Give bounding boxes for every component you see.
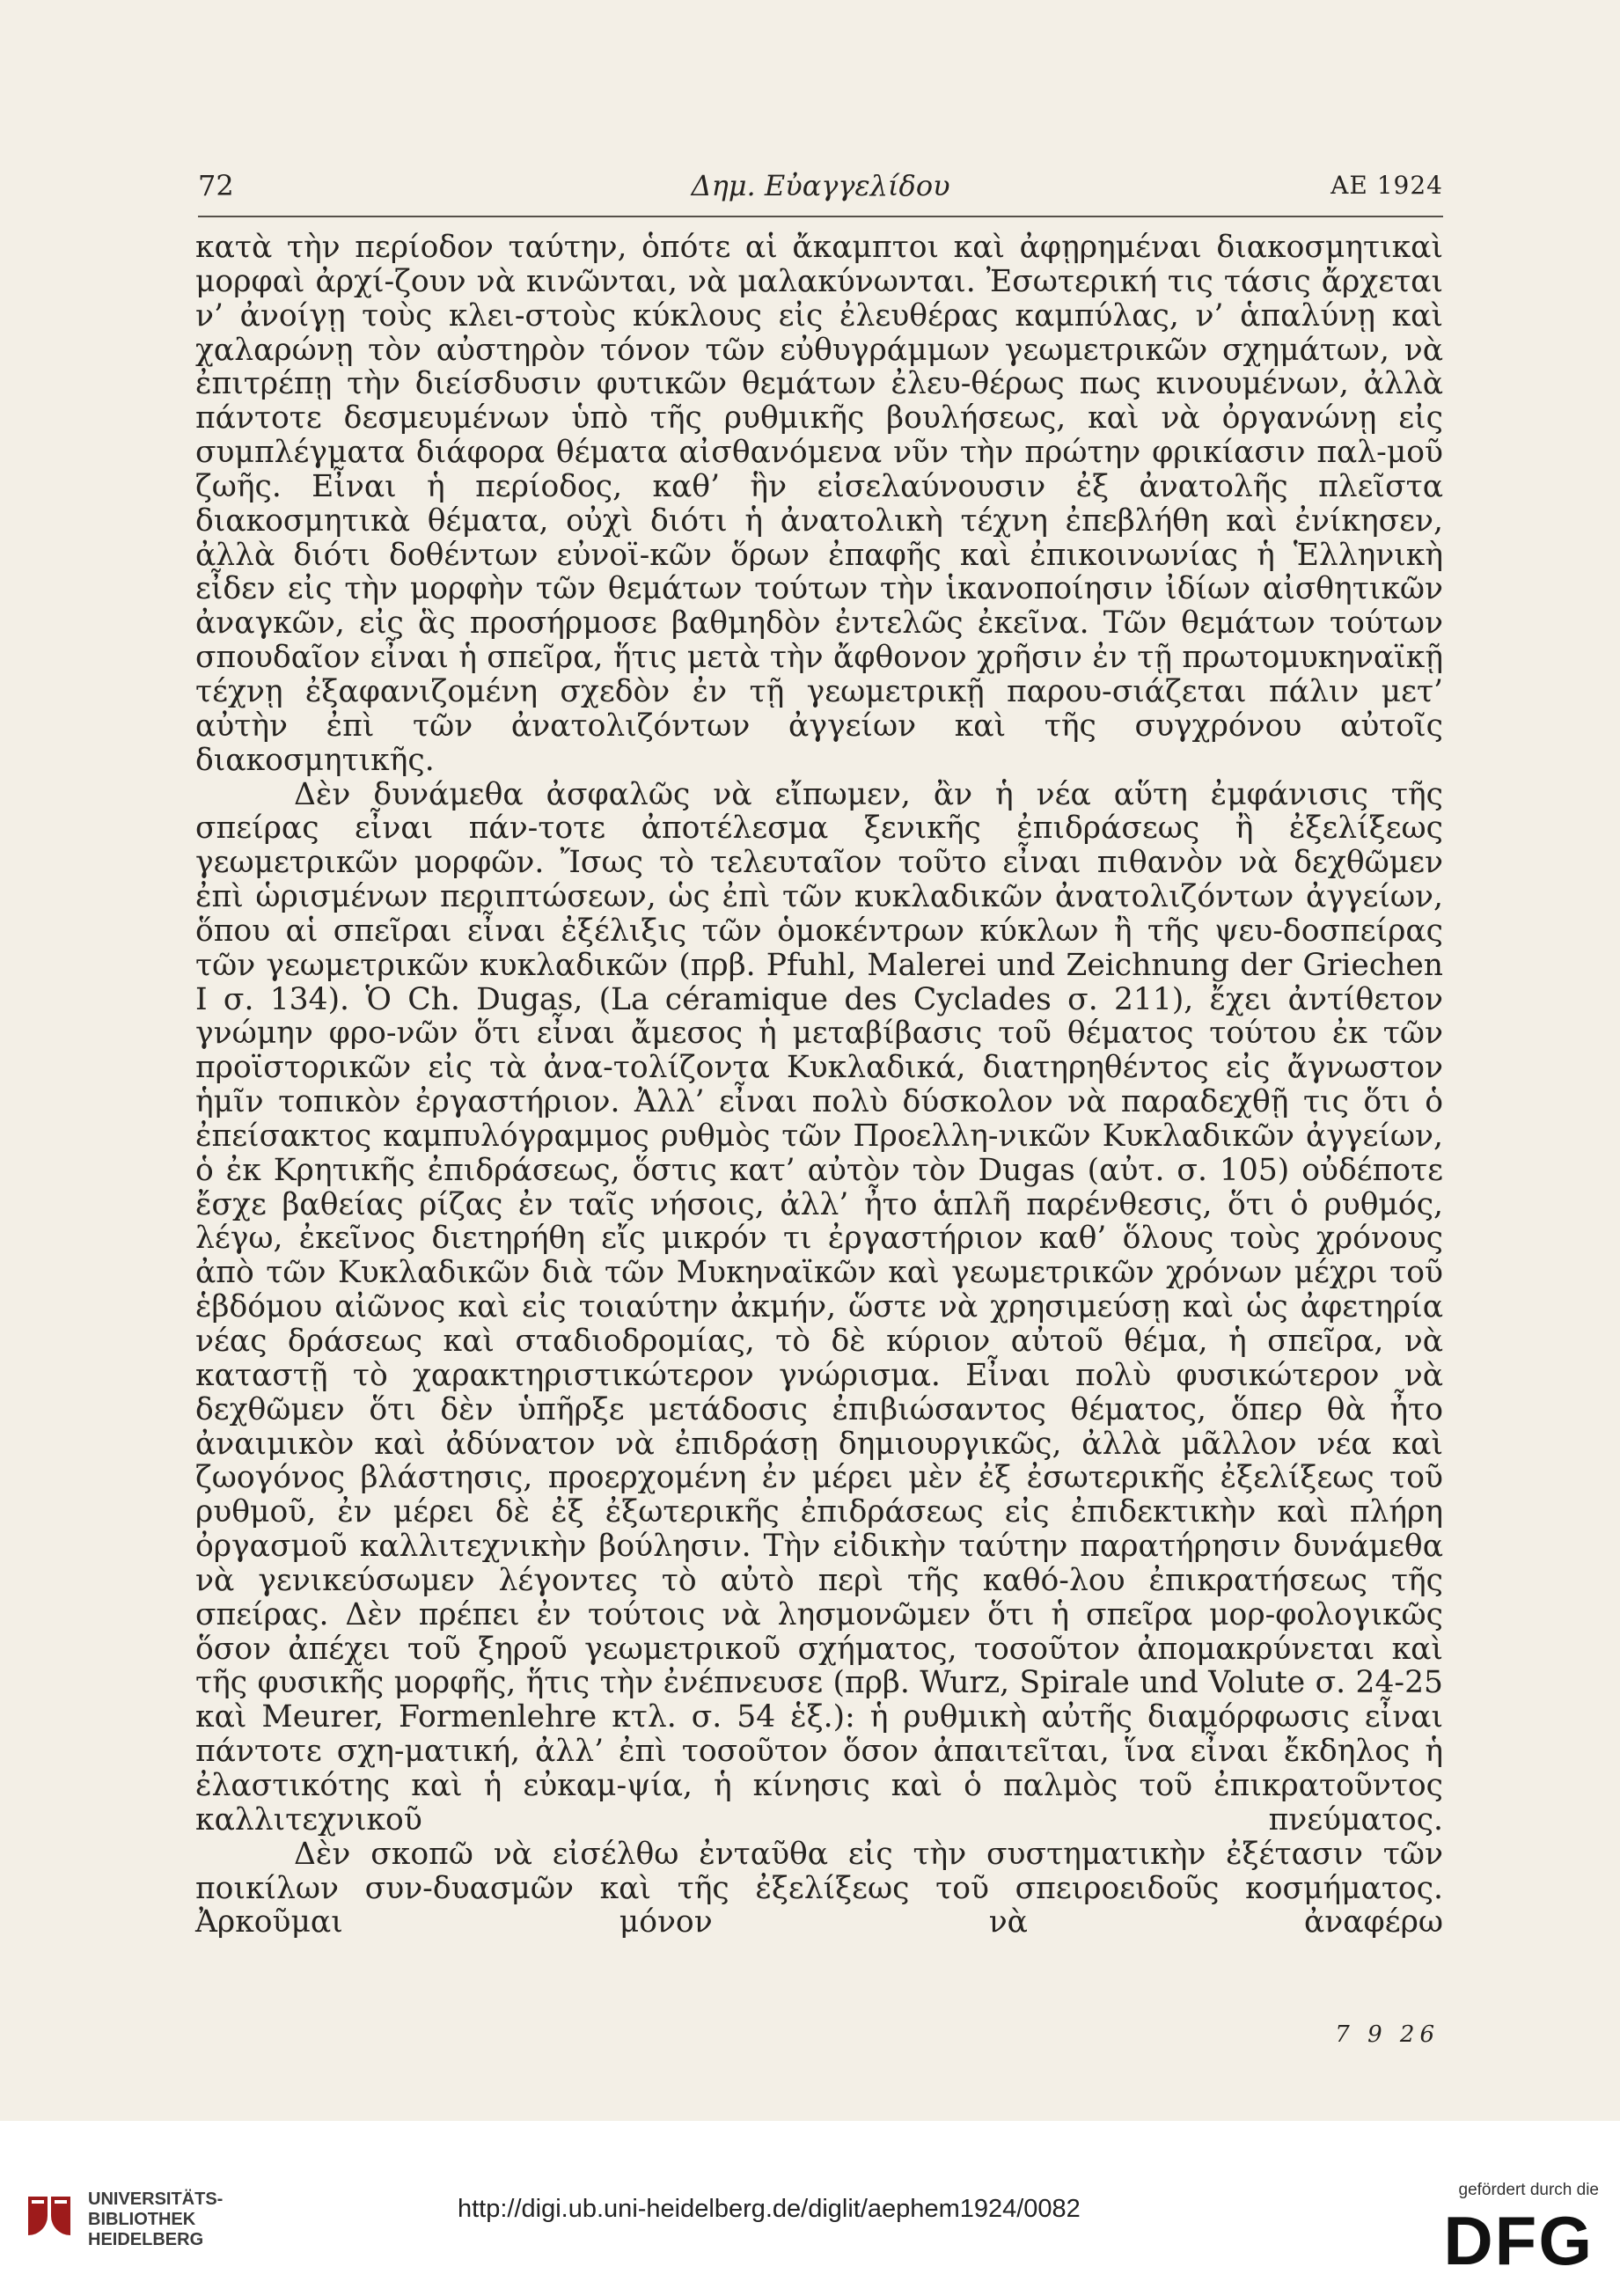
body-text — [195, 231, 1443, 1940]
library-name-line: BIBLIOTHEK — [88, 2210, 196, 2229]
page-header — [198, 169, 1443, 209]
funding-note: gefördert durch die — [1458, 2181, 1599, 2199]
dfg-logo: DFG — [1443, 2202, 1594, 2279]
library-name — [88, 2190, 223, 2250]
journal-label: ΑΕ 1924 — [1330, 171, 1443, 200]
university-library-logo-icon — [25, 2191, 74, 2241]
header-rule — [198, 216, 1443, 217]
library-name-line: UNIVERSITÄTS- — [88, 2190, 224, 2209]
viewer-footer — [0, 2121, 1620, 2296]
paragraph-1: κατὰ τὴν περίοδον ταύτην, ὁπότε αἱ ἄκαμπτοι καὶ ἀφῃρημέναι διακοσμητικαὶ μορφαὶ ἀρχί-ζουν νὰ κινῶνται, νὰ μαλακύνωνται. Ἐσωτερική τις τάσις ἄρχεται ν’ ἀνοίγῃ τοὺς κλει-στοὺς κύκλους εἰς ἐλευθέρας καμπύλας, ν’ ἁπαλύνῃ καὶ χαλαρώνῃ τὸν αὐστηρὸν τόνον τῶν εὐθυγράμμων γεωμετρικῶν σχημάτων, νὰ ἐπιτρέπῃ τὴν διείσδυσιν φυτικῶν θεμάτων ἐλευ-θέρως πως κινουμένων, ἀλλὰ πάντοτε δεσμευμένων ὑπὸ τῆς ρυθμικῆς βουλήσεως, καὶ νὰ ὀργανώνῃ εἰς συμπλέγματα διάφορα θέματα αἰσθανόμενα νῦν τὴν πρώτην φρικίασιν παλ-μοῦ ζωῆς. Εἶναι ἡ περίοδος, καθ’ ἣν εἰσελαύνουσιν ἐξ ἀνατολῆς πλεῖστα διακοσμητικὰ θέματα, οὐχὶ διότι ἡ ἀνατολικὴ τέχνη ἐπεβλήθη καὶ ἐνίκησεν, ἀλλὰ διότι δοθέντων εὐνοϊ-κῶν ὅρων ἐπαφῆς καὶ ἐπικοινωνίας ἡ Ἑλληνικὴ εἶδεν εἰς τὴν μορφὴν τῶν θεμάτων τούτων τὴν ἱκανοποίησιν ἰδίων αἰσθητικῶν ἀναγκῶν, εἰς ἃς προσήρμοσε βαθμηδὸν ἐντελῶς ἐκεῖνα. Τῶν θεμάτων τούτων σπουδαῖον εἶναι ἡ σπεῖρα, ἥτις μετὰ τὴν ἄφθονον χρῆσιν ἐν τῇ πρωτομυκηναϊκῇ τέχνῃ ἐξαφανιζομένη σχεδὸν ἐν τῇ γεωμετρικῇ παρου-σιάζεται πάλιν μετ’ αὐτὴν ἐπὶ τῶν ἀνατολιζόντων ἀγγείων καὶ τῆς συγχρόνου αὐτοῖς διακοσμητικῆς. — [195, 230, 1443, 778]
permalink-url[interactable]: http://digi.ub.uni-heidelberg.de/diglit/aephem1924/0082 — [458, 2195, 1081, 2223]
page-number: 72 — [198, 169, 234, 202]
paragraph-3: Δὲν σκοπῶ νὰ εἰσέλθω ἐνταῦθα εἰς τὴν συστηματικὴν ἐξέτασιν τῶν ποικίλων συν-δυασμῶν καὶ τῆς ἐξελίξεως τοῦ σπειροειδοῦς κοσμήματος. Ἀρκοῦμαι μόνον νὰ ἀναφέρω — [195, 1836, 1443, 1940]
running-head: Δημ. Εὐαγγελίδου — [691, 169, 950, 202]
paragraph-2: Δὲν δυνάμεθα ἀσφαλῶς νὰ εἴπωμεν, ἂν ἡ νέα αὕτη ἐμφάνισις τῆς σπείρας εἶναι πάν-τοτε ἀποτέλεσμα ξενικῆς ἐπιδράσεως ἢ ἐξελίξεως γεωμετρικῶν μορφῶν. Ἴσως τὸ τελευταῖον τοῦτο εἶναι πιθανὸν νὰ δεχθῶμεν ἐπὶ ὡρισμένων περιπτώσεων, ὡς ἐπὶ τῶν κυκλαδικῶν ἀνατολιζόντων ἀγγείων, ὅπου αἱ σπεῖραι εἶναι ἐξέλιξις τῶν ὁμοκέντρων κύκλων ἢ τῆς ψευ-δοσπείρας τῶν γεωμετρικῶν κυκλαδικῶν (πρβ. Pfuhl, Malerei und Zeichnung der Griechen I σ. 134). Ὁ Ch. Dugas, (La céramique des Cyclades σ. 211), ἔχει ἀντίθετον γνώμην φρο-νῶν ὅτι εἶναι ἄμεσος ἡ μεταβίβασις τοῦ θέματος τούτου ἐκ τῶν προϊστορικῶν εἰς τὰ ἀνα-τολίζοντα Κυκλαδικά, διατηρηθέντος εἰς ἄγνωστον ἡμῖν τοπικὸν ἐργαστήριον. Ἀλλ’ εἶναι πολὺ δύσκολον νὰ παραδεχθῇ τις ὅτι ὁ ἐπείσακτος καμπυλόγραμμος ρυθμὸς τῶν Προελλη-νικῶν Κυκλαδικῶν ἀγγείων, ὁ ἐκ Κρητικῆς ἐπιδράσεως, ὅστις κατ’ αὐτὸν τὸν Dugas (αὐτ. σ. 105) οὐδέποτε ἔσχε βαθείας ρίζας ἐν ταῖς νήσοις, ἀλλ’ ἦτο ἁπλῆ παρένθεσις, ὅτι ὁ ρυθμός, λέγω, ἐκεῖνος διετηρήθη εἴς μικρόν τι ἐργαστήριον καθ’ ὅλους τοὺς χρόνους ἀπὸ τῶν Κυκλαδικῶν διὰ τῶν Μυκηναϊκῶν καὶ γεωμετρικῶν χρόνων μέχρι τοῦ ἑβδόμου αἰῶνος καὶ εἰς τοιαύτην ἀκμήν, ὥστε νὰ χρησιμεύσῃ καὶ ὡς ἀφετηρία νέας δράσεως καὶ σταδιοδρομίας, τὸ δὲ κύριον αὐτοῦ θέμα, ἡ σπεῖρα, νὰ καταστῇ τὸ χαρακτηριστικώτερον γνώρισμα. Εἶναι πολὺ φυσικώτερον νὰ δεχθῶμεν ὅτι δὲν ὑπῆρξε μετάδοσις ἐπιβιώσαντος θέματος, ὅπερ θὰ ἦτο ἀναιμικὸν καὶ ἀδύνατον νὰ ἐπιδράσῃ δημιουργικῶς, ἀλλὰ μᾶλλον νέα καὶ ζωογόνος βλάστησις, προερχομένη ἐν μέρει μὲν ἐξ ἐσωτερικῆς ἐξελίξεως τοῦ ρυθμοῦ, ἐν μέρει δὲ ἐξ ἐξωτερικῆς ἐπιδράσεως εἰς ἐπιδεκτικὴν καὶ πλήρη ὀργασμοῦ καλλιτεχνικὴν βούλησιν. Τὴν εἰδικὴν ταύτην παρατήρησιν δυνάμεθα νὰ γενικεύσωμεν λέγοντες τὸ αὐτὸ περὶ τῆς καθό-λου ἐπικρατήσεως τῆς σπείρας. Δὲν πρέπει ἐν τούτοις νὰ λησμονῶμεν ὅτι ἡ σπεῖρα μορ-φολογικῶς ὅσον ἀπέχει τοῦ ξηροῦ γεωμετρικοῦ σχήματος, τοσοῦτον ἀπομακρύνεται καὶ τῆς φυσικῆς μορφῆς, ἥτις τὴν ἐνέπνευσε (πρβ. Wurz, Spirale und Volute σ. 24-25 καὶ Meurer, Formenlehre κτλ. σ. 54 ἑξ.): ἡ ρυθμικὴ αὐτῆς διαμόρφωσις εἶναι πάντοτε σχη-ματική, ἀλλ’ ἐπὶ τοσοῦτον ὅσον ἀπαιτεῖται, ἵνα εἶναι ἔκδηλος ἡ ἐλαστικότης καὶ ἡ εὐκαμ-ψία, ἡ κίνησις καὶ ὁ παλμὸς τοῦ ἐπικρατοῦντος καλλιτεχνικοῦ πνεύματος. — [195, 776, 1443, 1838]
signature-mark: 7 9 26 — [1335, 2021, 1440, 2048]
library-name-line: HEIDELBERG — [88, 2230, 204, 2249]
